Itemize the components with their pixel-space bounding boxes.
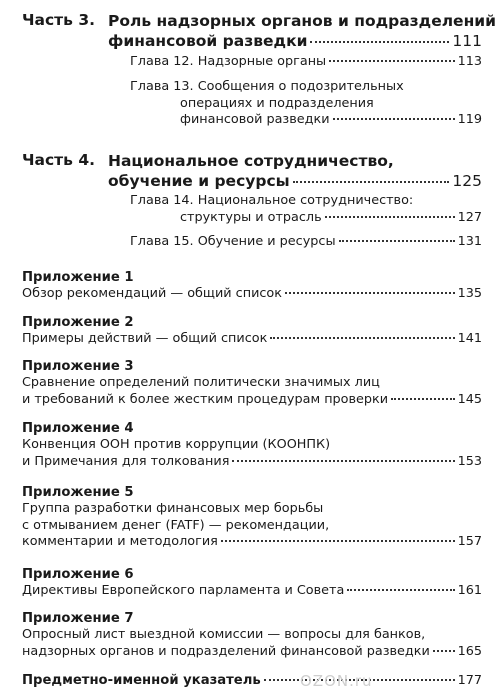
- part-label: Часть 4.: [22, 151, 96, 169]
- part-title: [108, 151, 482, 191]
- appendix-title: Обзор рекомендаций — общий список: [22, 286, 282, 301]
- chapter-title-cont: структуры и отрасль: [180, 209, 322, 225]
- toc-appendix-5: [22, 484, 482, 551]
- toc-chapter-12: [130, 54, 482, 71]
- part-title: [108, 11, 496, 51]
- page-number: 157: [457, 534, 482, 549]
- leader-dots: [310, 41, 449, 43]
- part-title-line: обучение и ресурсы: [108, 172, 290, 190]
- page-number: 165: [457, 643, 482, 659]
- appendix-heading: Приложение 5: [22, 485, 134, 500]
- leader-dots: [391, 398, 454, 400]
- toc-chapter-14: [130, 193, 482, 226]
- leader-dots: [325, 216, 455, 218]
- appendix-title-cont: комментарии и методология: [22, 534, 218, 549]
- toc-appendix-7: [22, 610, 482, 660]
- appendix-title: Директивы Европейского парламента и Совета: [22, 583, 345, 598]
- leader-dots: [433, 650, 455, 652]
- part-title-last-line: [108, 31, 482, 51]
- appendix-heading: Приложение 2: [22, 315, 134, 330]
- leader-dots: [232, 460, 454, 462]
- part-title-line: Национальное сотрудничество,: [108, 152, 394, 170]
- leader-dots: [339, 240, 455, 242]
- chapter-title-cont: операциях и подразделения: [180, 95, 374, 111]
- appendix-title: Сравнение определений политически значимых лиц: [22, 375, 380, 390]
- part-label: Часть 3.: [22, 11, 96, 29]
- part-title-line: финансовой разведки: [108, 32, 308, 50]
- appendix-heading: Приложение 1: [22, 270, 134, 285]
- page-number: 135: [457, 286, 482, 301]
- appendix-title-cont: надзорных органов и подразделений финансовой разведки: [22, 643, 430, 659]
- page-number: 119: [457, 112, 482, 127]
- appendix-title: Опросный лист выездной комиссии — вопросы для банков,: [22, 627, 426, 642]
- chapter-title: Глава 13. Сообщения о подозрительных: [130, 79, 404, 94]
- page-number: 177: [457, 673, 482, 688]
- toc-appendix-1: [22, 269, 482, 303]
- toc-chapter-13: [130, 79, 482, 129]
- page-number: 113: [457, 54, 482, 69]
- leader-dots: [293, 181, 450, 183]
- appendix-title-cont: и требований к более жестким процедурам проверки: [22, 391, 389, 407]
- toc-appendix-4: [22, 420, 482, 470]
- toc-appendix-6: [22, 566, 482, 600]
- appendix-title-cont: и Примечания для толкования: [22, 453, 230, 469]
- part-title-line: Роль надзорных органов и подразделений: [108, 12, 496, 30]
- appendix-heading: Приложение 3: [22, 359, 134, 374]
- toc-index: [22, 672, 482, 690]
- leader-dots: [285, 292, 455, 294]
- chapter-title: Глава 14. Национальное сотрудничество:: [130, 193, 414, 208]
- page-number: 111: [452, 32, 482, 50]
- appendix-title-cont: с отмыванием денег (FATF) — рекомендации,: [22, 517, 330, 533]
- toc-chapter-15: [130, 234, 482, 251]
- leader-dots: [329, 60, 454, 62]
- leader-dots: [347, 589, 454, 591]
- page-number: 145: [457, 391, 482, 407]
- leader-dots: [221, 540, 455, 542]
- chapter-title-cont: финансовой разведки: [180, 112, 330, 127]
- page-number: 127: [457, 209, 482, 225]
- chapter-title: Глава 15. Обучение и ресурсы: [130, 234, 336, 249]
- appendix-heading: Приложение 7: [22, 611, 134, 626]
- chapter-title: Глава 12. Надзорные органы: [130, 54, 327, 69]
- leader-dots: [270, 337, 454, 339]
- watermark: OZON.ru: [300, 672, 373, 690]
- toc-appendix-2: [22, 314, 482, 348]
- page-number: 153: [457, 453, 482, 469]
- leader-dots: [333, 118, 455, 120]
- part-title-last-line: [108, 171, 482, 191]
- toc-appendix-3: [22, 358, 482, 408]
- appendix-heading: Приложение 4: [22, 421, 134, 436]
- page-number: 161: [457, 583, 482, 598]
- page-number: 131: [457, 234, 482, 249]
- appendix-title: Примеры действий — общий список: [22, 331, 268, 346]
- index-label: Предметно-именной указатель: [22, 673, 261, 688]
- page-number: 125: [452, 172, 482, 190]
- appendix-heading: Приложение 6: [22, 567, 134, 582]
- page-number: 141: [457, 331, 482, 346]
- appendix-title: Группа разработки финансовых мер борьбы: [22, 501, 324, 516]
- appendix-title: Конвенция ООН против коррупции (КООНПК): [22, 437, 331, 452]
